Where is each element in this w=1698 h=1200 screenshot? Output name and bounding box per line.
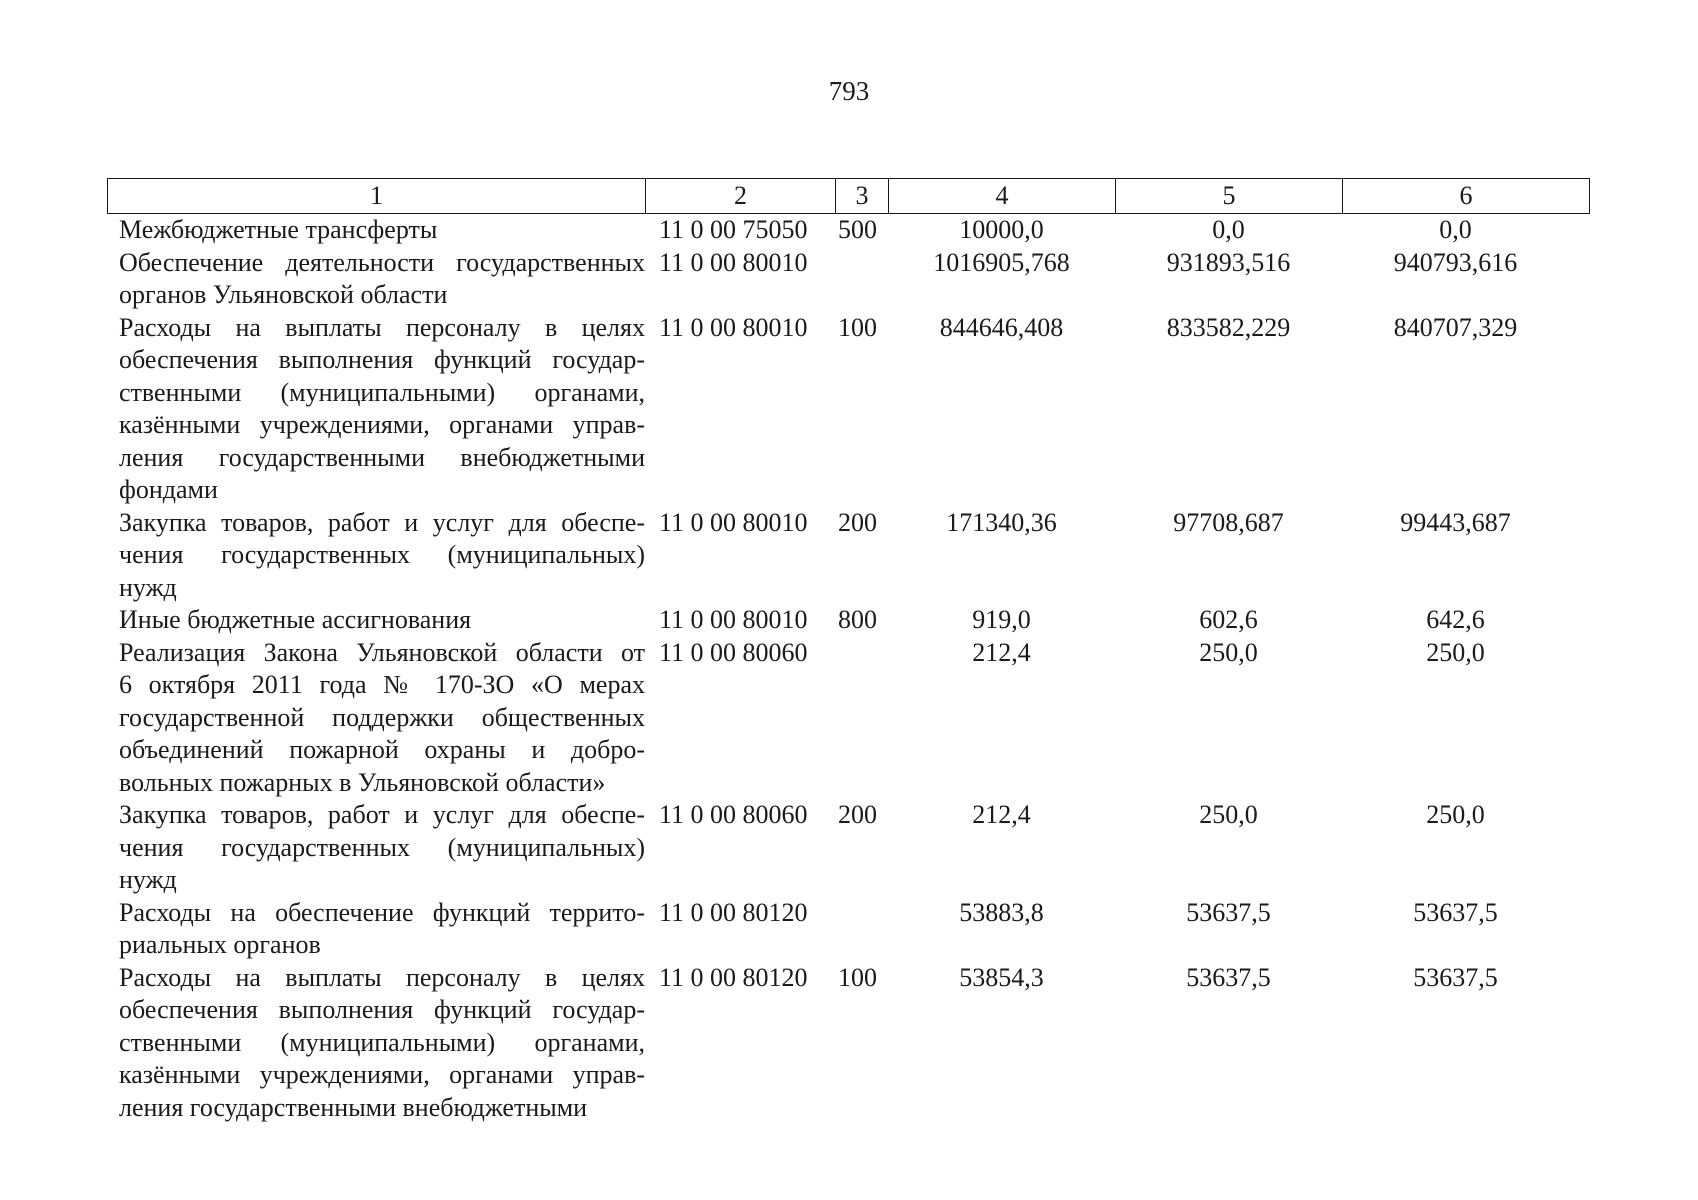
- description-line: 6 октября 2011 года № 170-ЗО «О мерах: [119, 670, 645, 699]
- table-header: [107, 178, 1590, 214]
- row-expense-type: 100: [838, 312, 877, 342]
- row-code: 11 0 00 80120: [659, 897, 808, 927]
- row-value-col6: 840707,329: [1393, 312, 1518, 342]
- row-description: [107, 247, 645, 312]
- row-value-col6: 642,6: [1426, 605, 1485, 634]
- row-value-col6: 53637,5: [1413, 897, 1498, 927]
- page-number: 793: [828, 76, 870, 106]
- row-value-col4: 844646,408: [939, 312, 1064, 342]
- row-value-col6: 53637,5: [1413, 962, 1498, 992]
- row-value-col4: 10000,0: [959, 215, 1044, 244]
- row-value-col4: 212,4: [972, 637, 1031, 667]
- row-expense-type: [835, 637, 888, 800]
- row-value-col6: 250,0: [1426, 800, 1485, 829]
- description-line: нужд: [119, 865, 177, 894]
- description-line: органов Ульяновской области: [119, 280, 448, 309]
- row-description: [107, 214, 645, 247]
- description-line: Расходы на выплаты персоналу в целях: [119, 962, 645, 992]
- row-value-col4: 53854,3: [959, 962, 1044, 992]
- table-row: [107, 799, 1589, 897]
- table-row: [107, 507, 1589, 605]
- header-col-1: 1: [108, 179, 646, 214]
- description-line: объединений пожарной охраны и добро-: [119, 735, 645, 764]
- row-expense-type: [835, 897, 888, 962]
- row-value-col5: 0,0: [1212, 215, 1245, 244]
- row-value-col5: 53637,5: [1186, 962, 1271, 992]
- row-expense-type: 500: [838, 215, 877, 244]
- row-value-col5: 602,6: [1199, 605, 1258, 634]
- row-value-col4: 171340,36: [946, 507, 1057, 537]
- row-value-col4: 1016905,768: [933, 247, 1070, 277]
- row-description: [107, 604, 645, 637]
- row-value-col5: 250,0: [1199, 637, 1258, 667]
- row-description: [107, 507, 645, 605]
- row-description: [107, 962, 645, 1125]
- row-code: 11 0 00 80010: [659, 507, 808, 537]
- description-line: государственной поддержки общественных: [119, 702, 645, 732]
- table-row: [107, 247, 1589, 312]
- row-value-col4: 53883,8: [959, 897, 1044, 927]
- table-row: [107, 214, 1589, 247]
- description-line: Расходы на обеспечение функций террито-: [119, 897, 645, 927]
- header-col-2: 2: [646, 179, 836, 214]
- description-line: Реализация Закона Ульяновской области от: [119, 637, 645, 667]
- table-body: [107, 214, 1589, 1124]
- row-value-col6: 250,0: [1426, 637, 1485, 667]
- row-expense-type: 200: [838, 800, 877, 829]
- header-col-5: 5: [1116, 179, 1343, 214]
- row-code: 11 0 00 80010: [659, 605, 808, 634]
- row-value-col6: 99443,687: [1400, 507, 1511, 537]
- table-row: [107, 962, 1589, 1125]
- row-description: [107, 312, 645, 507]
- header-col-6: 6: [1343, 179, 1590, 214]
- description-line: ственными (муниципальными) органами,: [119, 377, 645, 407]
- row-value-col6: 940793,616: [1393, 247, 1518, 277]
- table-row: [107, 897, 1589, 962]
- description-line: Закупка товаров, работ и услуг для обеспе-: [119, 800, 645, 829]
- table-row: [107, 637, 1589, 800]
- row-expense-type: [835, 247, 888, 312]
- description-line: ственными (муниципальными) органами,: [119, 1027, 645, 1057]
- description-line: Обеспечение деятельности государственных: [119, 247, 645, 277]
- description-line: вольных пожарных в Ульяновской области»: [119, 767, 606, 797]
- row-value-col5: 833582,229: [1166, 312, 1291, 342]
- table-row: [107, 604, 1589, 637]
- row-expense-type: 800: [838, 605, 877, 634]
- description-line: обеспечения выполнения функций государ-: [119, 995, 645, 1024]
- row-description: [107, 799, 645, 897]
- row-value-col5: 97708,687: [1173, 507, 1284, 537]
- header-col-3: 3: [836, 179, 889, 214]
- row-code: 11 0 00 75050: [659, 215, 808, 244]
- row-value-col4: 919,0: [972, 605, 1031, 634]
- row-value-col4: 212,4: [972, 800, 1031, 829]
- row-code: 11 0 00 80010: [659, 247, 808, 277]
- description-line: обеспечения выполнения функций государ-: [119, 345, 645, 374]
- row-code: 11 0 00 80060: [659, 637, 808, 667]
- description-line: нужд: [119, 572, 177, 602]
- description-line: чения государственных (муниципальных): [119, 832, 645, 862]
- row-value-col6: 0,0: [1439, 215, 1472, 244]
- description-line: Иные бюджетные ассигнования: [119, 605, 472, 634]
- description-line: риальных органов: [119, 930, 321, 959]
- description-line: Закупка товаров, работ и услуг для обеспе-: [119, 507, 645, 537]
- row-value-col5: 53637,5: [1186, 897, 1271, 927]
- description-line: Межбюджетные трансферты: [119, 215, 438, 244]
- description-line: ления государственными внебюджетными: [119, 1092, 588, 1122]
- row-value-col5: 250,0: [1199, 800, 1258, 829]
- row-expense-type: 200: [838, 507, 877, 537]
- description-line: чения государственных (муниципальных): [119, 540, 645, 569]
- row-description: [107, 897, 645, 962]
- row-description: [107, 637, 645, 800]
- description-line: Расходы на выплаты персоналу в целях: [119, 312, 645, 342]
- description-line: фондами: [119, 475, 218, 504]
- header-col-4: 4: [889, 179, 1116, 214]
- row-value-col5: 931893,516: [1166, 247, 1291, 277]
- row-code: 11 0 00 80120: [659, 962, 808, 992]
- row-code: 11 0 00 80010: [659, 312, 808, 342]
- description-line: казёнными учреждениями, органами управ-: [119, 410, 645, 439]
- table-row: [107, 312, 1589, 507]
- description-line: ления государственными внебюджетными: [119, 442, 645, 472]
- row-expense-type: 100: [838, 962, 877, 992]
- row-code: 11 0 00 80060: [659, 800, 808, 829]
- description-line: казёнными учреждениями, органами управ-: [119, 1060, 645, 1089]
